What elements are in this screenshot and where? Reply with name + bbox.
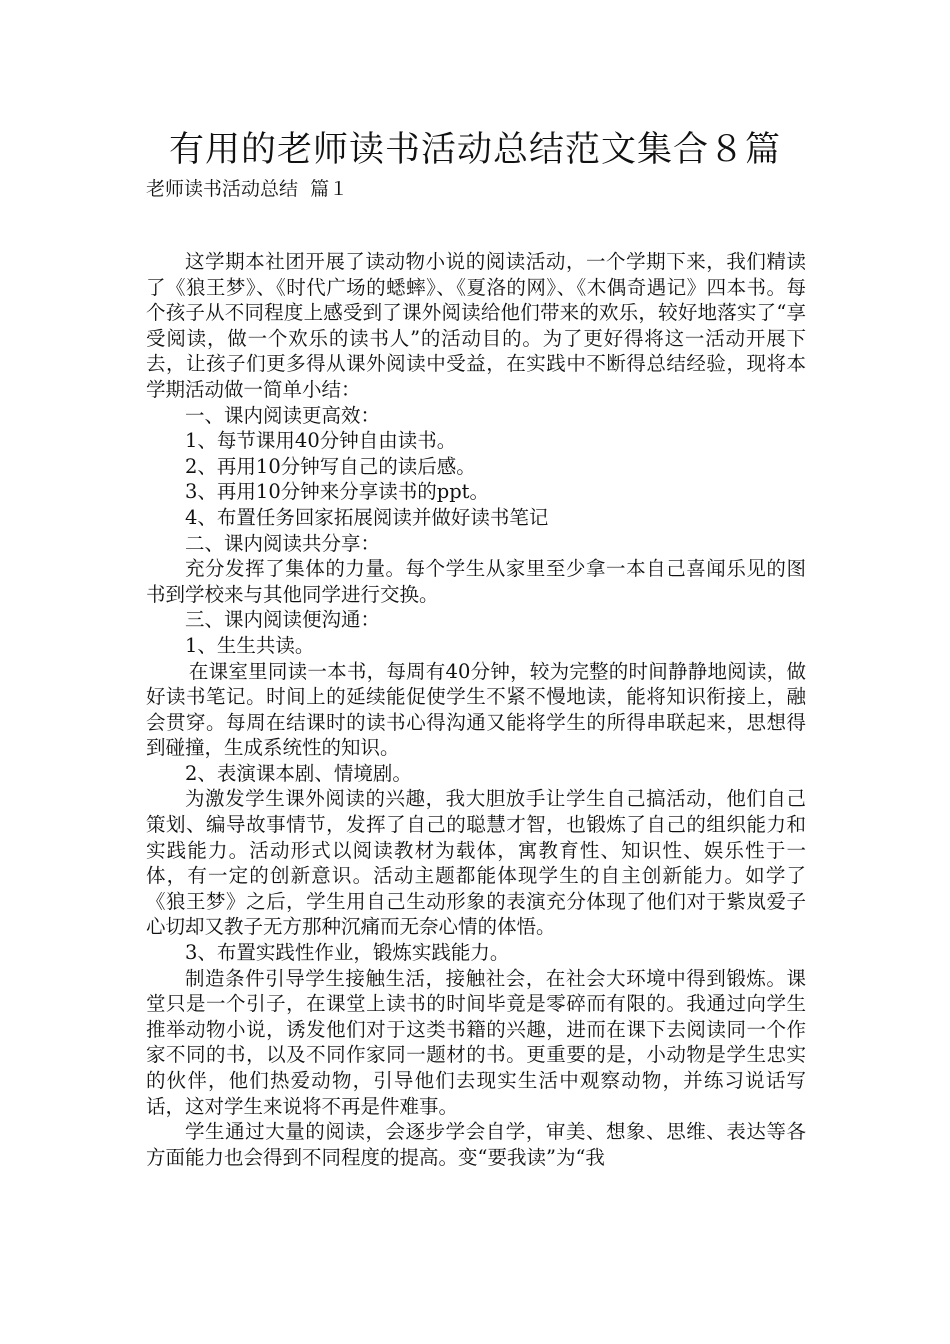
body-paragraph: 充分发挥了集体的力量。每个学生从家里至少拿一本自己喜闻乐见的图书到学校来与其他同学进行交换。 [146,557,806,606]
list-item: 1、生生共读。 [185,633,315,657]
list-item: 2、再用10分钟写自己的读后感。 [185,454,476,478]
body-paragraph: 为激发学生课外阅读的兴趣，我大胆放手让学生自己搞活动，他们自己策划、编导故事情节，发挥了自己的聪慧才智，也锻炼了自己的组织能力和实践能力。活动形式以阅读教材为载体，寓教育性、知识性、娱乐性于一体，有一定的创新意识。活动主题都能体现学生的自主创新能力。如学了《狼王梦》之后，学生用自己生动形象的表演充分体现了他们对于紫岚爱子心切却又教子无方那种沉痛而无奈心情的体悟。 [146,787,806,939]
list-item: 3、再用10分钟来分享读书的ppt。 [185,480,490,504]
intro-paragraph: 这学期本社团开展了读动物小说的阅读活动，一个学期下来，我们精读了《狼王梦》、《时代广场的蟋蟀》、《夏洛的网》、《木偶奇遇记》四本书。每个孩子从不同程度上感受到了课外阅读给他们带来的欢乐，较好地落实了“享受阅读，做一个欢乐的读书人”的活动目的。为了更好得将这一活动开展下去，让孩子们更多得从课外阅读中受益，在实践中不断得总结经验，现将本学期活动做一简单小结： [146,250,806,401]
document-body [146,249,806,1170]
list-item: 3、布置实践性作业，锻炼实践能力。 [185,941,510,965]
document-title: 有用的老师读书活动总结范文集合８篇 [168,130,781,170]
body-paragraph: 制造条件引导学生接触生活，接触社会，在社会大环境中得到锻炼。课堂只是一个引子，在课堂上读书的时间毕竟是零碎而有限的。我通过向学生推举动物小说，诱发他们对于这类书籍的兴趣，进而在课下去阅读同一个作家不同的书，以及不同作家同一题材的书。更重要的是，小动物是学生忠实的伙伴，他们热爱动物，引导他们去现实生活中观察动物，并练习说话写话，这对学生来说将不再是件难事。 [146,966,806,1118]
body-paragraph: 学生通过大量的阅读，会逐步学会自学，审美、想象、思维、表达等各方面能力也会得到不同程度的提高。变“要我读”为“我 [146,1120,806,1169]
section-heading: 老师读书活动总结 篇１ [146,178,349,200]
list-item: 1、每节课用40分钟自由读书。 [185,429,457,453]
heading-one: 一、课内阅读更高效： [185,403,381,427]
heading-three: 三、课内阅读便沟通： [185,608,381,632]
list-item: 4、布置任务回家拓展阅读并做好读书笔记 [185,505,549,529]
heading-two: 二、课内阅读共分享： [185,531,381,555]
list-item: 2、表演课本剧、情境剧。 [185,761,412,785]
body-paragraph: 在课室里同读一本书，每周有40分钟，较为完整的时间静静地阅读，做好读书笔记。时间上的延续能促使学生不紧不慢地读，能将知识衔接上，融会贯穿。每周在结课时的读书心得沟通又能将学生的所得串联起来，思想得到碰撞，生成系统性的知识。 [146,659,806,760]
